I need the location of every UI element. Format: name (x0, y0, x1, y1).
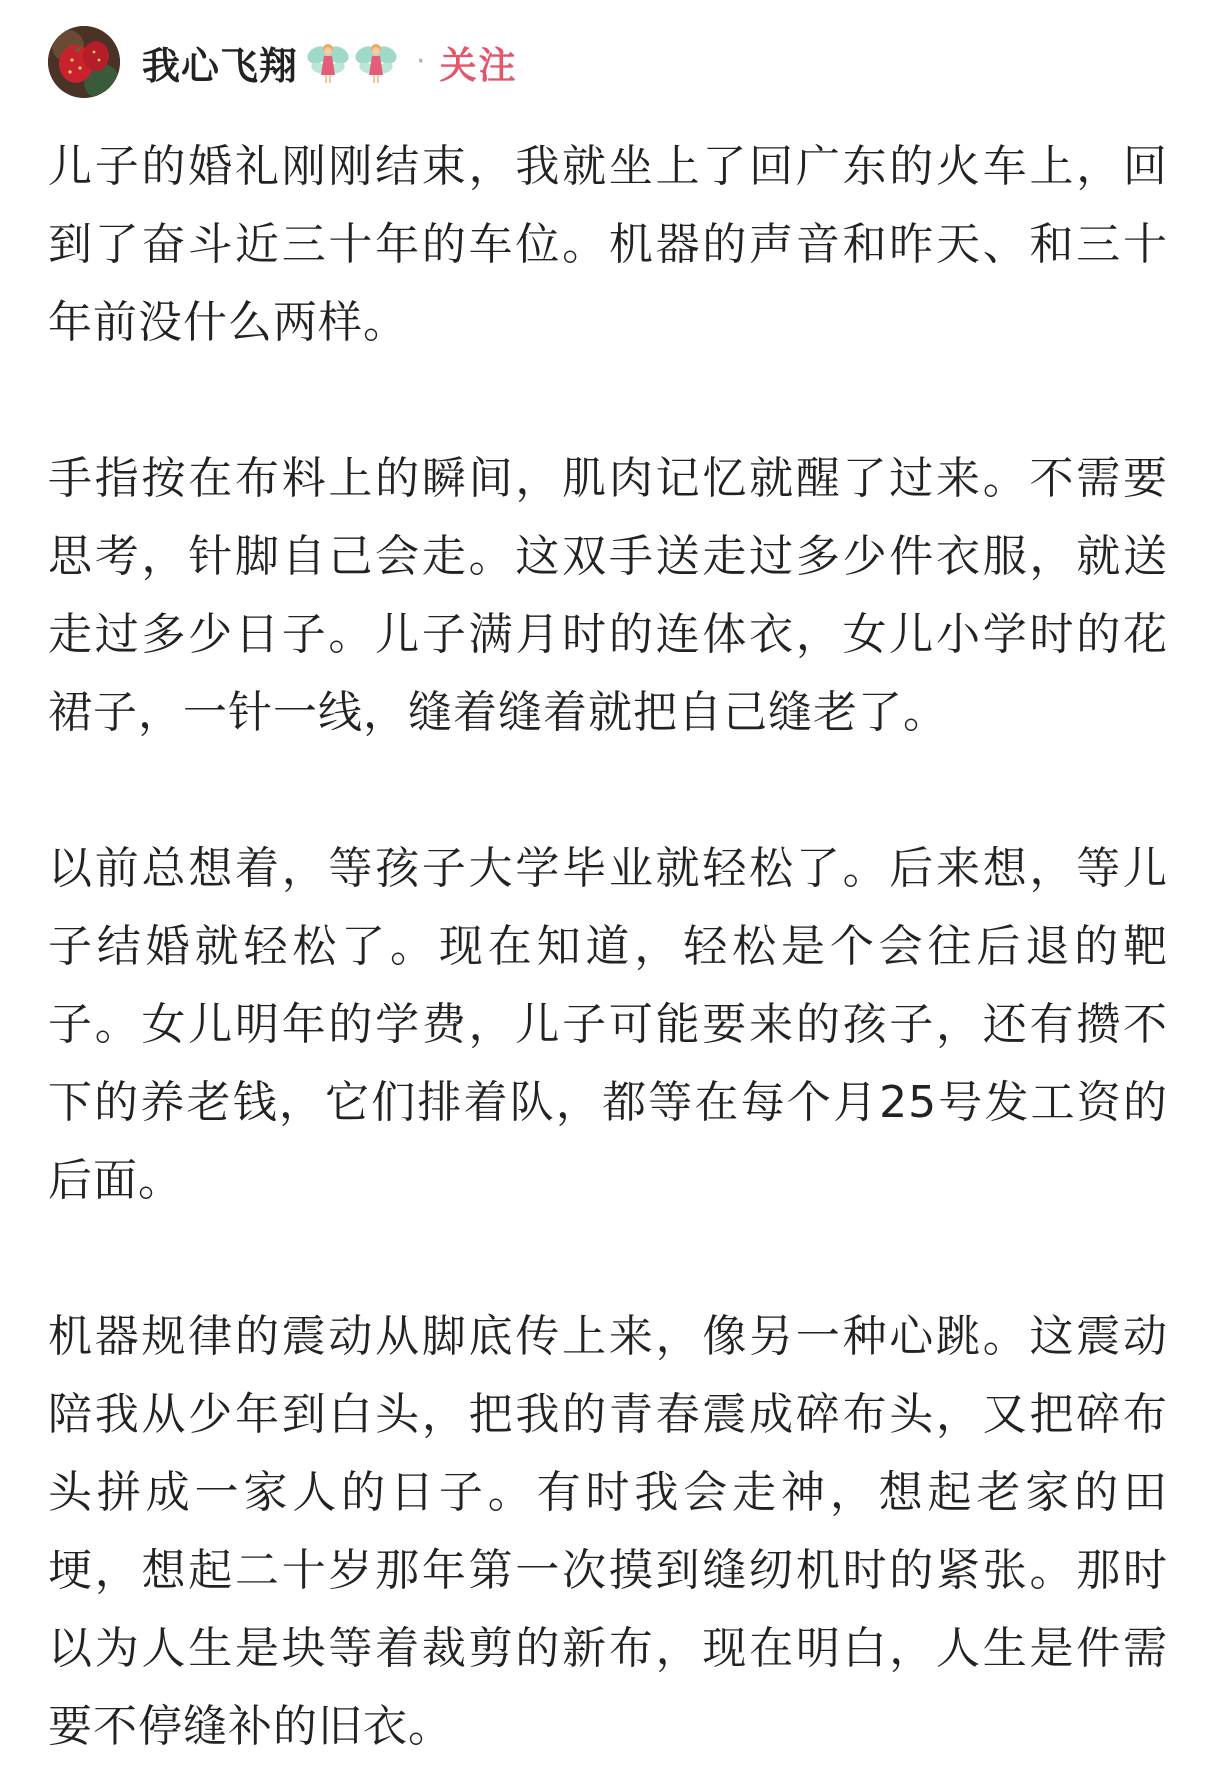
post-paragraph: 以前总想着，等孩子大学毕业就轻松了。后来想，等儿子结婚就轻松了。现在知道，轻松是个会往后退的靶子。女儿明年的学费，儿子可能要来的孩子，还有攒不下的养老钱，它们排着队，都等在每个月25号发工资的后面。 (48, 843, 1168, 1206)
avatar[interactable] (48, 26, 120, 98)
post-body (48, 128, 1168, 1766)
post-paragraph: 儿子的婚礼刚刚结束，我就坐上了回广东的火车上，回到了奋斗近三十年的车位。机器的声音和昨天、和三十年前没什么两样。 (48, 141, 1168, 348)
fairy-icon (354, 37, 398, 87)
author-badges (302, 37, 398, 87)
fairy-icon (306, 37, 350, 87)
post-paragraph: 机器规律的震动从脚底传上来，像另一种心跳。这震动陪我从少年到白头，把我的青春震成碎布头，又把碎布头拼成一家人的日子。有时我会走神，想起老家的田埂，想起二十岁那年第一次摸到缝纫机时的紧张。那时以为人生是块等着裁剪的新布，现在明白，人生是件需要不停缝补的旧衣。 (48, 1311, 1168, 1752)
follow-button[interactable]: 关注 (439, 44, 518, 87)
author-name[interactable]: 我心飞翔 (142, 43, 299, 88)
post-header (48, 26, 518, 98)
post-paragraph: 手指按在布料上的瞬间，肌肉记忆就醒了过来。不需要思考，针脚自己会走。这双手送走过多少件衣服，就送走过多少日子。儿子满月时的连体衣，女儿小学时的花裙子，一针一线，缝着缝着就把自己缝老了。 (48, 453, 1168, 738)
separator-dot: · (416, 44, 426, 79)
